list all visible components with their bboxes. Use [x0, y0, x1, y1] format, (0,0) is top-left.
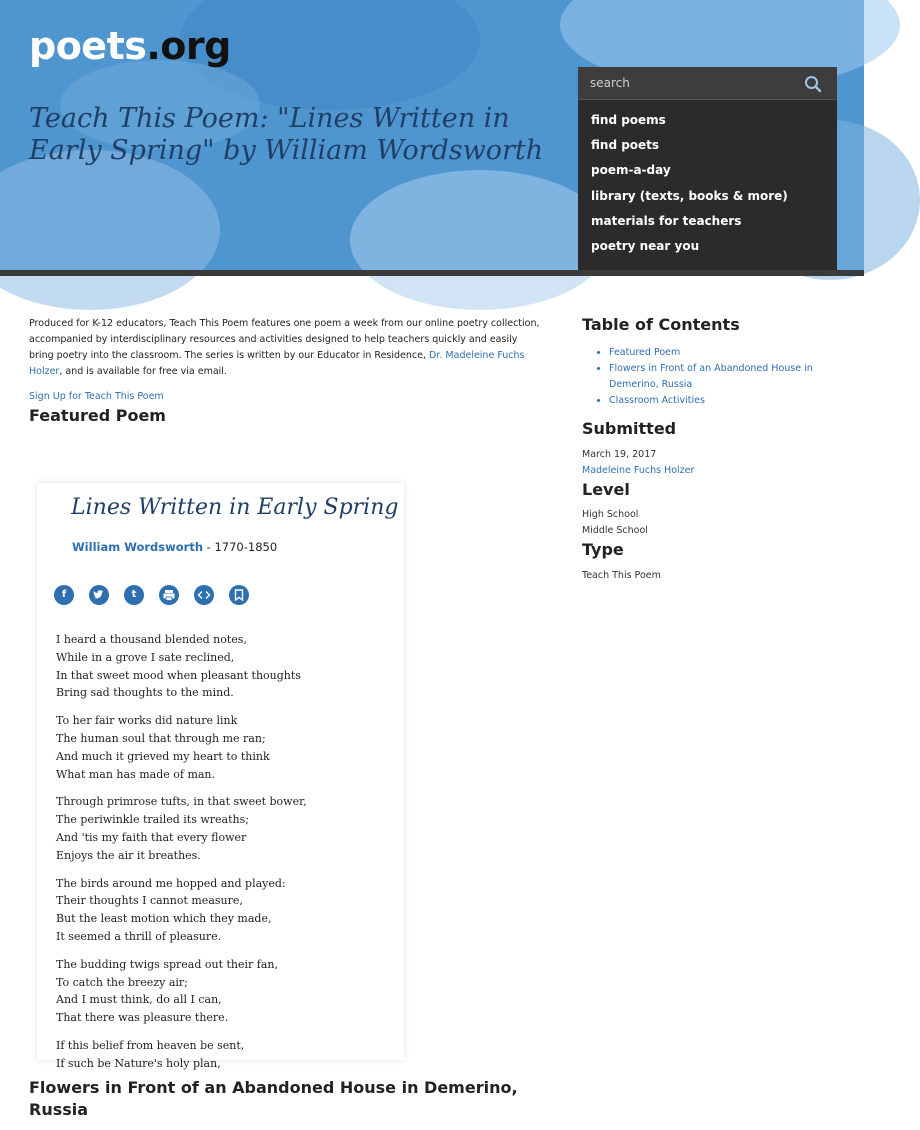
embed-icon[interactable]	[194, 585, 214, 605]
poem-author-link[interactable]: William Wordsworth	[72, 540, 204, 554]
submitted-date: March 19, 2017	[582, 449, 657, 460]
poem-body	[56, 631, 307, 1083]
toc-item-classroom-activities[interactable]	[609, 393, 829, 409]
type-heading: Type	[582, 540, 624, 559]
table-of-contents	[590, 345, 829, 409]
poem-author-dates: - 1770-1850	[206, 540, 278, 554]
nav-list	[591, 112, 788, 263]
poem-stanza	[56, 956, 307, 1027]
poem-line: If such be Nature's holy plan,	[56, 1056, 221, 1070]
site-logo[interactable]	[29, 24, 231, 68]
hero-texture	[350, 170, 610, 310]
poem-byline	[72, 540, 277, 554]
logo-text-org: .org	[146, 24, 231, 68]
poem-line: That there was pleasure there.	[56, 1011, 229, 1025]
section-heading-flowers: Flowers in Front of an Abandoned House in Demerino, Russia	[29, 1078, 518, 1119]
type-value: Teach This Poem	[582, 570, 661, 581]
poem-line: The birds around me hopped and played:	[56, 876, 286, 890]
poem-card	[37, 483, 404, 1070]
submitted-by-link[interactable]: Madeleine Fuchs Holzer	[582, 465, 695, 476]
poem-line: Bring sad thoughts to the mind.	[56, 686, 234, 700]
poem-line: In that sweet mood when pleasant thoughts	[56, 668, 301, 682]
poem-line: Through primrose tufts, in that sweet bower,	[56, 795, 307, 809]
intro-suffix: , and is available for free via email.	[59, 366, 227, 377]
nav-item-materials-for-teachers[interactable]: materials for teachers	[591, 213, 742, 228]
intro-text: Produced for K-12 educators, Teach This Poem features one poem a week from our online poetry collection, accompanied by interdisciplinary resources and activities designed to help teachers quickly and easily bring poetry into the classroom. The series is written by our Educator in Residence,	[29, 318, 540, 361]
level-value: Middle School	[582, 525, 648, 536]
level-value: High School	[582, 509, 639, 520]
tumblr-icon[interactable]: t	[124, 585, 144, 605]
poem-line: The periwinkle trailed its wreaths;	[56, 813, 249, 827]
toc-link[interactable]: Classroom Activities	[609, 395, 705, 406]
poem-line: To her fair works did nature link	[56, 714, 238, 728]
toc-item-flowers[interactable]	[609, 361, 829, 393]
poem-line: And 'tis my faith that every flower	[56, 830, 247, 844]
bookmark-icon[interactable]	[229, 585, 249, 605]
search-icon[interactable]	[803, 74, 823, 94]
nav-item-find-poems[interactable]: find poems	[591, 113, 666, 127]
nav-item-poem-a-day[interactable]: poem-a-day	[591, 163, 671, 178]
toc-heading: Table of Contents	[582, 315, 740, 334]
poem-title: Lines Written in Early Spring	[71, 495, 399, 520]
poem-line: It seemed a thrill of pleasure.	[56, 929, 222, 943]
nav-item-poetry-near-you[interactable]: poetry near you	[591, 238, 700, 253]
search-input[interactable]	[590, 74, 790, 92]
author-profile-link[interactable]: Dr. Madeleine Fuchs Holzer	[29, 350, 525, 377]
page-title: Teach This Poem: "Lines Written in Early Spring" by William Wordsworth	[29, 103, 544, 166]
poem-line: While in a grove I sate reclined,	[56, 650, 235, 664]
print-icon[interactable]	[159, 585, 179, 605]
poem-line: To catch the breezy air;	[56, 975, 188, 989]
poem-line: But the least motion which they made,	[56, 912, 272, 926]
toc-item-featured-poem[interactable]	[609, 345, 829, 361]
poem-line: And I must think, do all I can,	[56, 993, 222, 1007]
poem-stanza	[56, 631, 307, 702]
toc-link[interactable]: Featured Poem	[609, 347, 681, 358]
poem-line: The budding twigs spread out their fan,	[56, 957, 278, 971]
poem-line: I heard a thousand blended notes,	[56, 633, 247, 646]
nav-item-find-poets[interactable]: find poets	[591, 138, 660, 153]
hero-divider	[0, 270, 864, 276]
poem-stanza	[56, 793, 307, 864]
facebook-icon[interactable]: f	[54, 585, 74, 605]
intro-paragraph	[29, 316, 544, 380]
poem-line: Their thoughts I cannot measure,	[56, 894, 243, 908]
toc-link[interactable]: Flowers in Front of an Abandoned House in Demerino, Russia	[609, 363, 813, 390]
level-heading: Level	[582, 480, 630, 499]
poem-stanza	[56, 1037, 307, 1073]
poem-stanza	[56, 875, 307, 946]
poem-line: The human soul that through me ran;	[56, 731, 266, 745]
poem-line: If this belief from heaven be sent,	[56, 1038, 245, 1052]
poem-line: And much it grieved my heart to think	[56, 749, 270, 763]
hero-texture	[0, 150, 220, 310]
twitter-icon[interactable]	[89, 585, 109, 605]
poem-stanza	[56, 712, 307, 783]
featured-poem-heading: Featured Poem	[29, 406, 166, 425]
search-bar	[578, 67, 837, 100]
submitted-heading: Submitted	[582, 419, 677, 438]
main-nav	[578, 67, 837, 270]
nav-item-library[interactable]: library (texts, books & more)	[591, 188, 788, 203]
logo-text-poets: poets	[29, 24, 147, 68]
signup-link[interactable]: Sign Up for Teach This Poem	[29, 391, 164, 402]
poem-line: Enjoys the air it breathes.	[56, 848, 201, 862]
poem-line: What man has made of man.	[56, 767, 216, 781]
